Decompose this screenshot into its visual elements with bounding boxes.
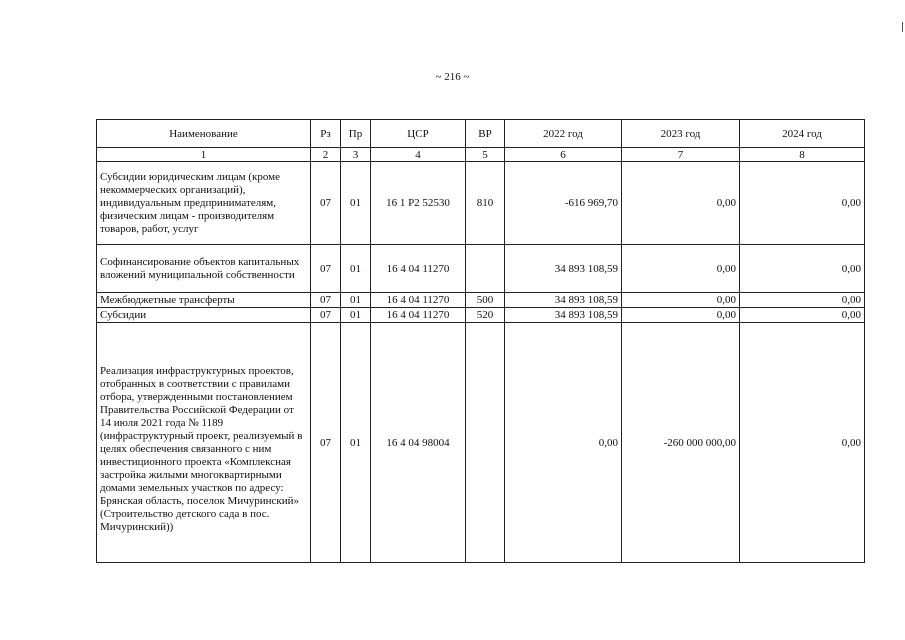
row-2022: 34 893 108,59 bbox=[505, 308, 622, 323]
column-number: 5 bbox=[466, 148, 505, 162]
row-name: Межбюджетные трансферты bbox=[97, 293, 311, 308]
header-2022: 2022 год bbox=[505, 120, 622, 148]
row-vr bbox=[466, 323, 505, 563]
row-2022: -616 969,70 bbox=[505, 162, 622, 245]
row-vr: 810 bbox=[466, 162, 505, 245]
row-2024: 0,00 bbox=[740, 293, 865, 308]
row-2022: 34 893 108,59 bbox=[505, 293, 622, 308]
row-2024: 0,00 bbox=[740, 245, 865, 293]
header-name: Наименование bbox=[97, 120, 311, 148]
row-pr: 01 bbox=[341, 293, 371, 308]
header-vr: ВР bbox=[466, 120, 505, 148]
scan-edge-mark bbox=[902, 22, 903, 32]
row-2023: 0,00 bbox=[622, 293, 740, 308]
row-name: Реализация инфраструктурных проектов, отобранных в соответствии с правилами отбора, утвержденными постановлением Правительства Российской Федерации от 14 июля 2021 года № 1189 (инфраструктурный проект, реализуемый в целях обеспечения связанного с ним инвестиционного проекта «Комплексная застройка жилыми многоквартирными домами земельных участков по адресу: Брянская область, поселок Мичуринский» (Строительство детского сада в пос. Мичуринский)) bbox=[97, 323, 311, 563]
column-number: 2 bbox=[311, 148, 341, 162]
row-vr bbox=[466, 245, 505, 293]
row-pr: 01 bbox=[341, 308, 371, 323]
column-number: 6 bbox=[505, 148, 622, 162]
header-csr: ЦСР bbox=[371, 120, 466, 148]
row-2023: 0,00 bbox=[622, 162, 740, 245]
row-rz: 07 bbox=[311, 162, 341, 245]
row-csr: 16 1 P2 52530 bbox=[371, 162, 466, 245]
row-csr: 16 4 04 11270 bbox=[371, 308, 466, 323]
table-row bbox=[97, 308, 865, 323]
row-name: Субсидии юридическим лицам (кроме некоммерческих организаций), индивидуальным предпринимателям, физическим лицам - производителям товаров, работ, услуг bbox=[97, 162, 311, 245]
row-csr: 16 4 04 11270 bbox=[371, 293, 466, 308]
row-2024: 0,00 bbox=[740, 323, 865, 563]
column-number-row bbox=[97, 148, 865, 162]
budget-table bbox=[96, 119, 865, 563]
header-row bbox=[97, 120, 865, 148]
column-number: 7 bbox=[622, 148, 740, 162]
row-rz: 07 bbox=[311, 245, 341, 293]
row-pr: 01 bbox=[341, 162, 371, 245]
table-row bbox=[97, 293, 865, 308]
row-rz: 07 bbox=[311, 308, 341, 323]
row-2023: -260 000 000,00 bbox=[622, 323, 740, 563]
header-2023: 2023 год bbox=[622, 120, 740, 148]
row-2024: 0,00 bbox=[740, 162, 865, 245]
column-number: 8 bbox=[740, 148, 865, 162]
row-rz: 07 bbox=[311, 293, 341, 308]
table-row bbox=[97, 323, 865, 563]
column-number: 4 bbox=[371, 148, 466, 162]
row-pr: 01 bbox=[341, 245, 371, 293]
row-pr: 01 bbox=[341, 323, 371, 563]
table-row bbox=[97, 162, 865, 245]
row-2023: 0,00 bbox=[622, 245, 740, 293]
row-csr: 16 4 04 98004 bbox=[371, 323, 466, 563]
row-csr: 16 4 04 11270 bbox=[371, 245, 466, 293]
row-vr: 520 bbox=[466, 308, 505, 323]
row-vr: 500 bbox=[466, 293, 505, 308]
row-2022: 0,00 bbox=[505, 323, 622, 563]
row-name: Софинансирование объектов капитальных вложений муниципальной собственности bbox=[97, 245, 311, 293]
row-name: Субсидии bbox=[97, 308, 311, 323]
table-row bbox=[97, 245, 865, 293]
page-number: ~ 216 ~ bbox=[435, 71, 470, 83]
row-2023: 0,00 bbox=[622, 308, 740, 323]
header-rz: Рз bbox=[311, 120, 341, 148]
header-2024: 2024 год bbox=[740, 120, 865, 148]
column-number: 3 bbox=[341, 148, 371, 162]
row-2024: 0,00 bbox=[740, 308, 865, 323]
header-pr: Пр bbox=[341, 120, 371, 148]
row-rz: 07 bbox=[311, 323, 341, 563]
column-number: 1 bbox=[97, 148, 311, 162]
row-2022: 34 893 108,59 bbox=[505, 245, 622, 293]
